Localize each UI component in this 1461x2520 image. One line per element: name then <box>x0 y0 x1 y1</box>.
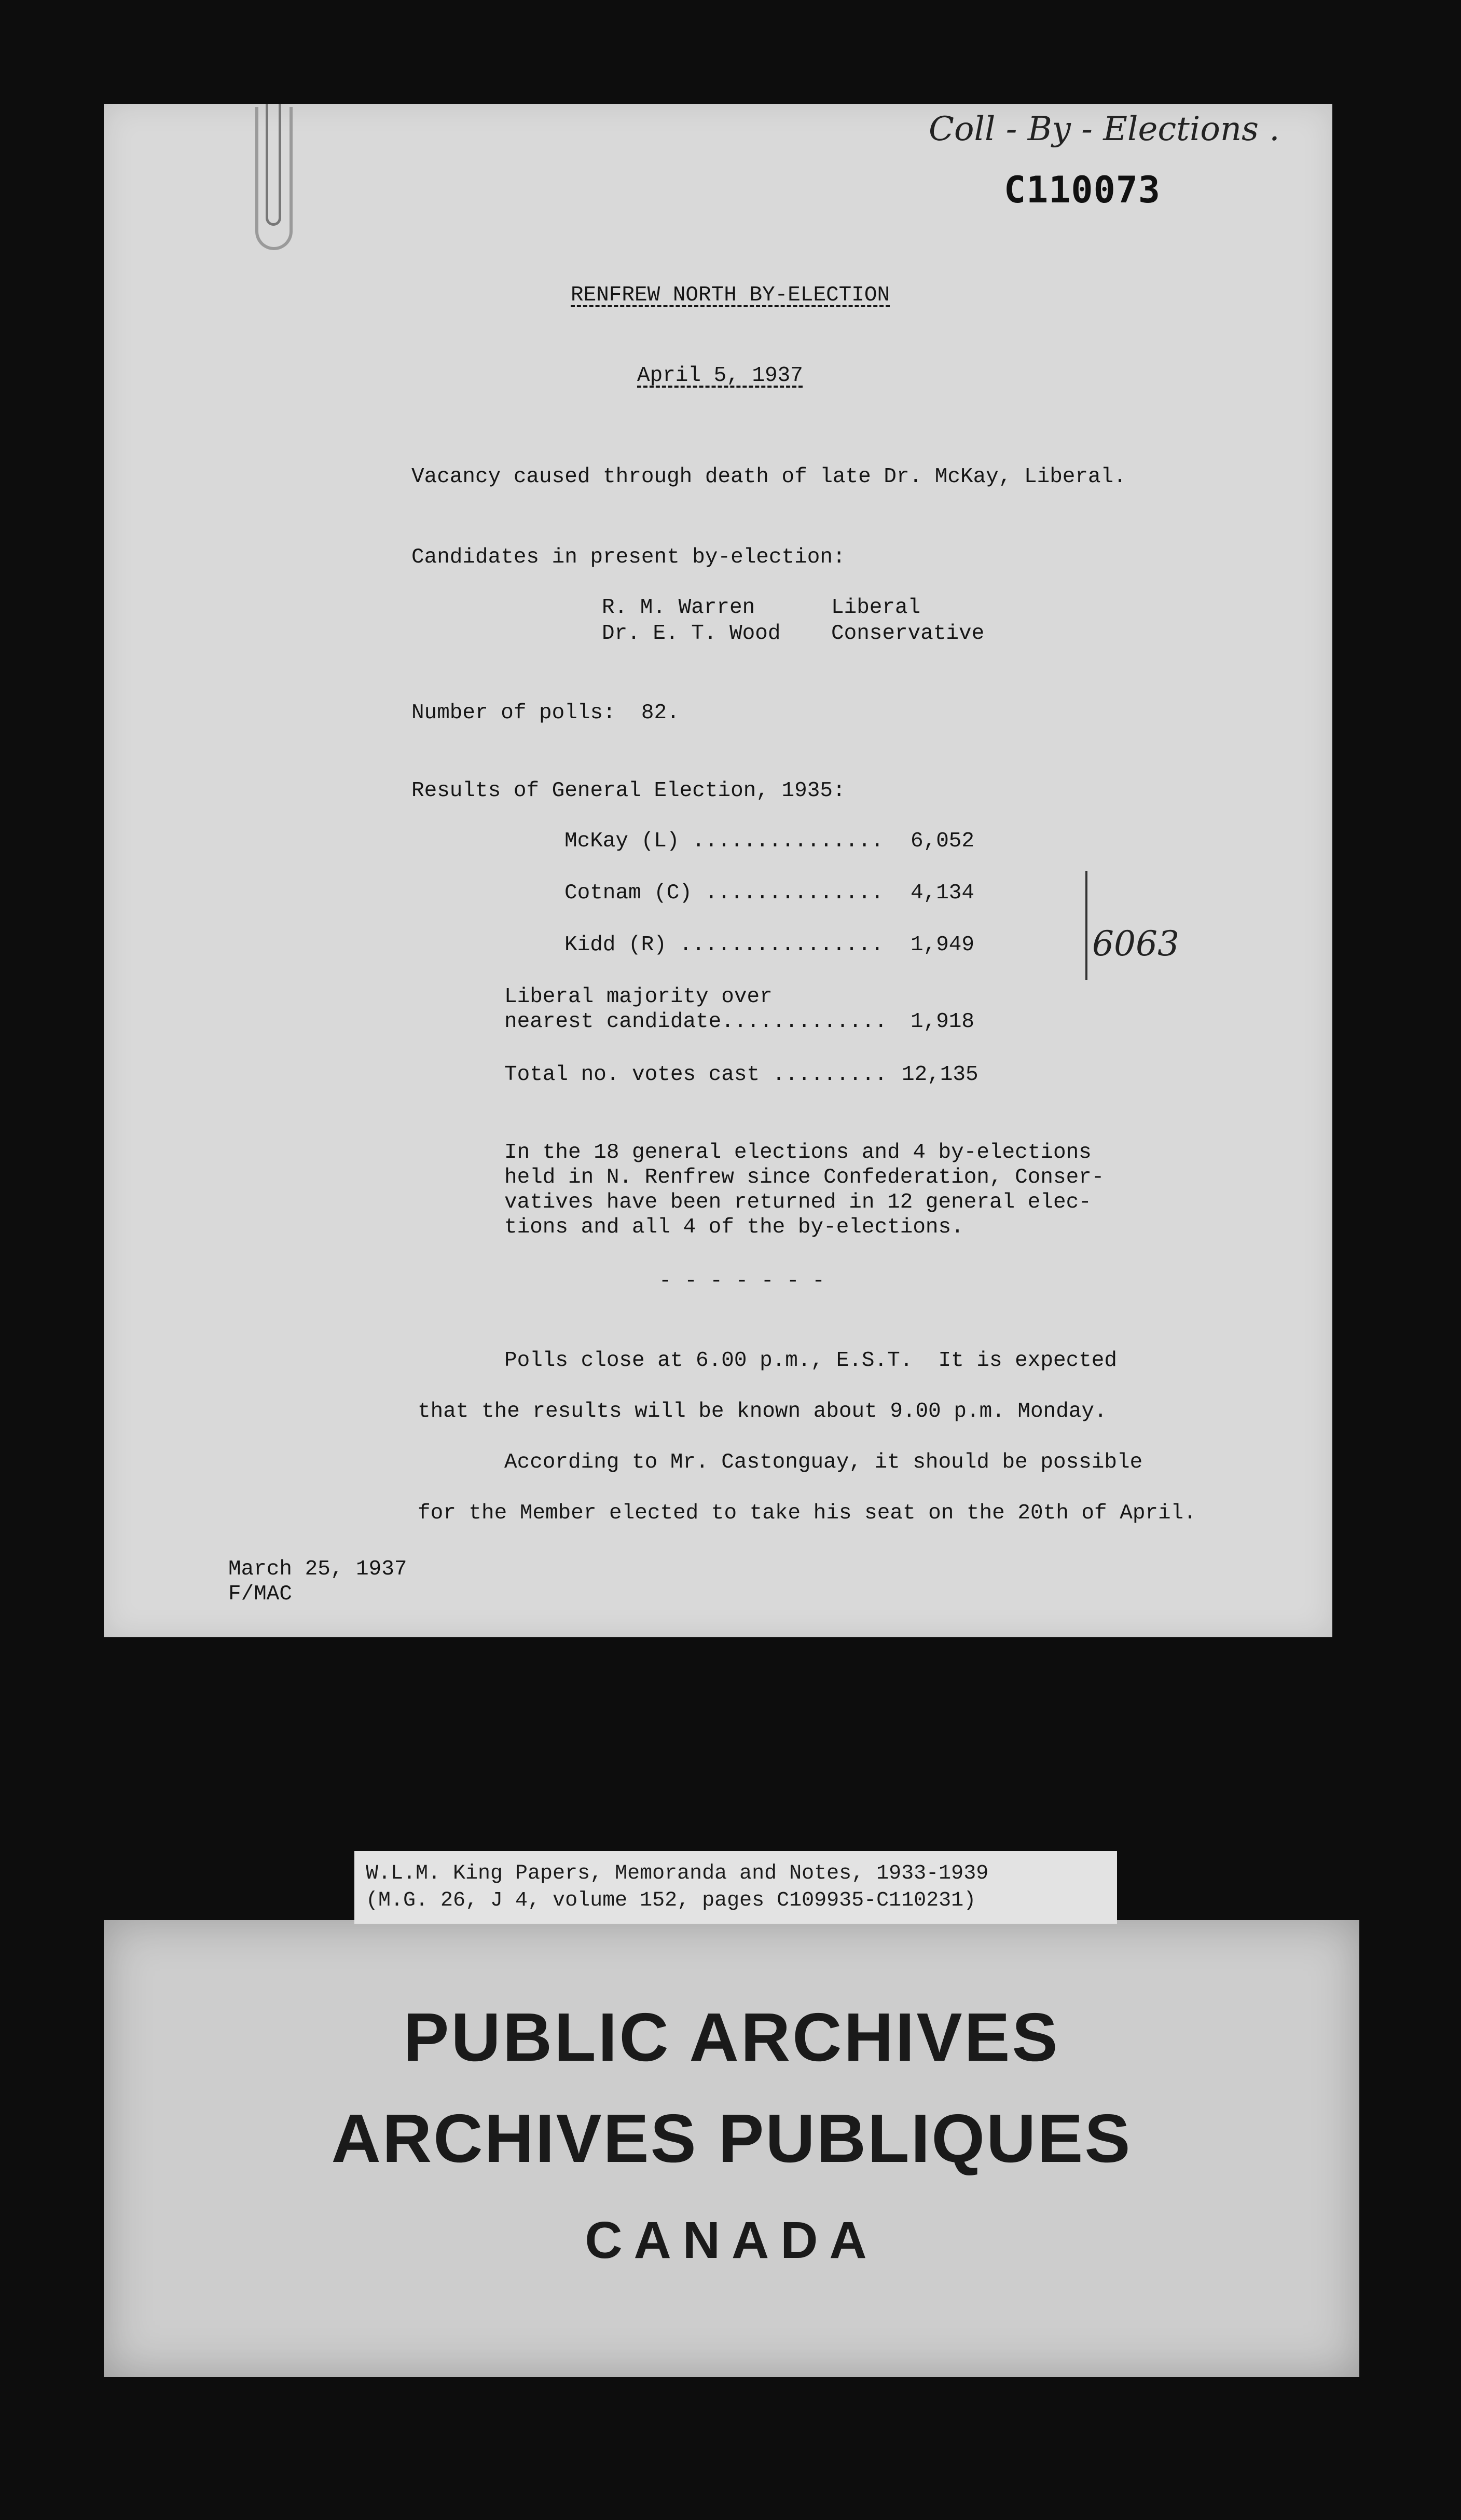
closing-line: that the results will be known about 9.00 p.m. Monday. <box>418 1400 1107 1423</box>
handwritten-sum: 6063 <box>1092 924 1179 964</box>
handwritten-note-top: Coll - By - Elections . <box>929 110 1280 148</box>
archive-line-english: PUBLIC ARCHIVES <box>403 1999 1060 2075</box>
majority-label: Liberal majority over <box>504 985 773 1009</box>
archive-card <box>104 1920 1359 2377</box>
result-value: 1,949 <box>911 933 975 957</box>
memo-date: April 5, 1937 <box>637 364 803 388</box>
total-votes-value: 12,135 <box>902 1063 978 1087</box>
archive-reference-slip <box>354 1851 1117 1924</box>
closing-line: Polls close at 6.00 p.m., E.S.T. It is expected <box>504 1349 1117 1373</box>
candidates-heading: Candidates in present by-election: <box>411 545 846 569</box>
candidate-name: Dr. E. T. Wood <box>602 622 781 646</box>
reference-code: C110073 <box>1004 169 1161 211</box>
handwritten-bracket <box>1085 871 1087 980</box>
candidate-party: Liberal <box>831 596 921 620</box>
signoff-date: March 25, 1937 <box>228 1557 407 1581</box>
memo-page <box>104 104 1332 1637</box>
majority-value: 1,918 <box>911 1010 975 1034</box>
reference-line: (M.G. 26, J 4, volume 152, pages C109935-C110231) <box>366 1889 976 1912</box>
signoff-initials: F/MAC <box>228 1582 293 1606</box>
closing-line: for the Member elected to take his seat on the 20th of April. <box>418 1501 1196 1525</box>
results-heading: Results of General Election, 1935: <box>411 779 846 803</box>
history-line: tions and all 4 of the by-elections. <box>504 1215 964 1239</box>
result-label: Cotnam (C) .............. <box>564 881 884 905</box>
result-value: 4,134 <box>911 881 975 905</box>
majority-label-cont: nearest candidate............. <box>504 1010 888 1034</box>
memo-title: RENFREW NORTH BY-ELECTION <box>571 283 890 307</box>
history-line: In the 18 general elections and 4 by-elections <box>504 1141 1092 1165</box>
candidate-party: Conservative <box>831 622 985 646</box>
separator: - - - - - - - <box>659 1269 825 1293</box>
reference-line: W.L.M. King Papers, Memoranda and Notes, 1933-1939 <box>366 1862 989 1885</box>
closing-line: According to Mr. Castonguay, it should be possible <box>504 1450 1143 1474</box>
archive-line-country: CANADA <box>585 2211 878 2269</box>
total-votes-label: Total no. votes cast ......... <box>504 1063 888 1087</box>
polls-count: Number of polls: 82. <box>411 701 680 725</box>
result-value: 6,052 <box>911 829 975 853</box>
vacancy-text: Vacancy caused through death of late Dr. McKay, Liberal. <box>411 465 1126 489</box>
history-line: vatives have been returned in 12 general elec- <box>504 1190 1092 1214</box>
history-line: held in N. Renfrew since Confederation, Conser- <box>504 1166 1105 1189</box>
result-label: Kidd (R) ................ <box>564 933 884 957</box>
candidate-name: R. M. Warren <box>602 596 755 620</box>
archive-line-french: ARCHIVES PUBLIQUES <box>331 2100 1132 2176</box>
paper-clip-inner <box>266 104 281 226</box>
result-label: McKay (L) ............... <box>564 829 884 853</box>
